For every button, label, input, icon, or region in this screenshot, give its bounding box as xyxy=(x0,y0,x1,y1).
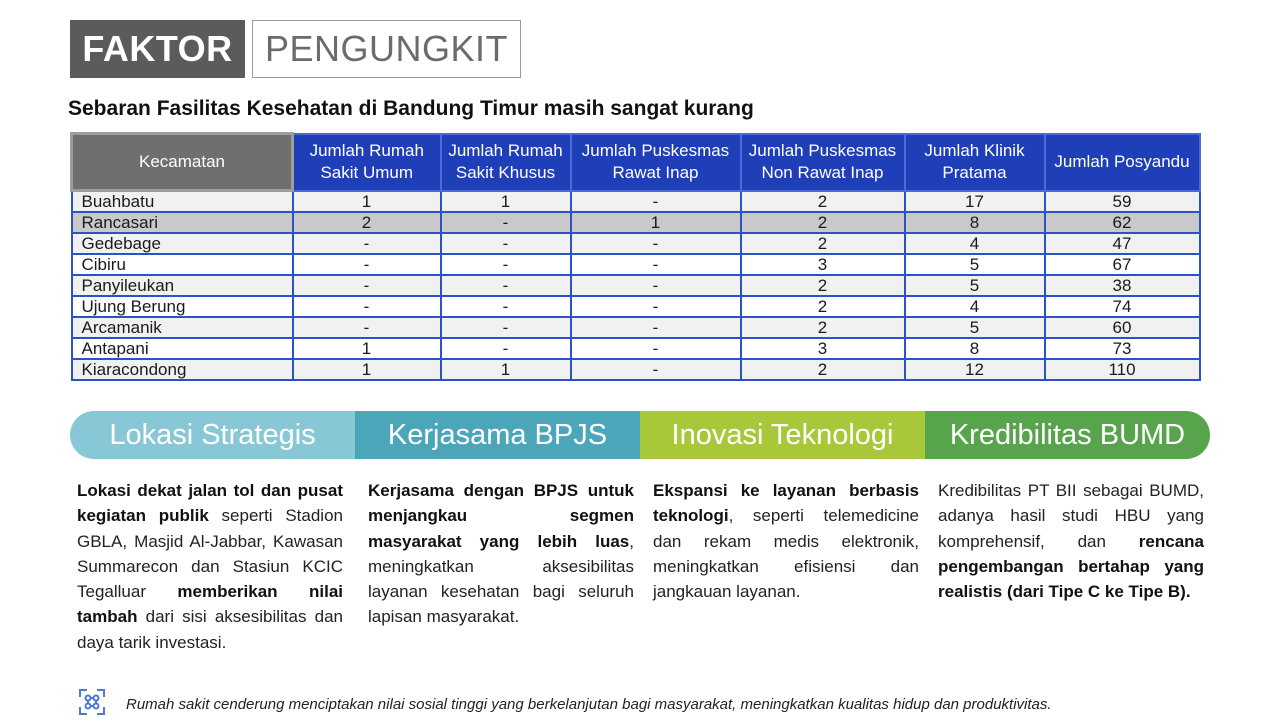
cell: 62 xyxy=(1045,212,1200,233)
cell: 5 xyxy=(905,317,1045,338)
cell: 5 xyxy=(905,275,1045,296)
cell: 74 xyxy=(1045,296,1200,317)
bumd-bold: rencana pengembangan bertahap yang realistis (dari Tipe C ke Tipe B). xyxy=(938,531,1204,602)
header-kecamatan: Kecamatan xyxy=(72,134,293,191)
header-puskesmas-non-rawat-inap: Jumlah Puskesmas Non Rawat Inap xyxy=(741,134,905,191)
cell: 12 xyxy=(905,359,1045,380)
cell: - xyxy=(293,317,441,338)
table-row xyxy=(72,359,1200,380)
title-pengungkit: PENGUNGKIT xyxy=(252,20,521,78)
cell: - xyxy=(571,233,741,254)
cell-kecamatan: Gedebage xyxy=(72,233,293,254)
cell: - xyxy=(441,212,571,233)
bpjs-description xyxy=(368,478,634,630)
cell: 2 xyxy=(741,296,905,317)
cell: - xyxy=(293,254,441,275)
table-row xyxy=(72,233,1200,254)
cell: 38 xyxy=(1045,275,1200,296)
cell-kecamatan: Kiaracondong xyxy=(72,359,293,380)
teknologi-description xyxy=(653,478,919,604)
cell: - xyxy=(441,275,571,296)
cell: 2 xyxy=(741,191,905,213)
cell: 110 xyxy=(1045,359,1200,380)
cell: - xyxy=(571,296,741,317)
cell: - xyxy=(441,296,571,317)
facility-table xyxy=(70,132,1201,381)
cell: 2 xyxy=(741,317,905,338)
bumd-text: Kredibilitas PT BII sebagai BUMD, adanya hasil studi HBU yang komprehensif, dan xyxy=(938,481,1204,551)
footer-note xyxy=(78,688,1052,721)
cell: 3 xyxy=(741,338,905,359)
cell: 73 xyxy=(1045,338,1200,359)
cell: 1 xyxy=(571,212,741,233)
lokasi-text: seperti Stadion GBLA, Masjid Al-Jabbar, Kawasan Summarecon dan Stasiun KCIC Tegalluar xyxy=(77,506,343,602)
pill-kerjasama-bpjs: Kerjasama BPJS xyxy=(355,411,640,459)
bumd-description xyxy=(938,478,1204,604)
cell: - xyxy=(571,317,741,338)
lokasi-text-2: dari sisi aksesibilitas dan daya tarik investasi. xyxy=(77,607,343,652)
table-subtitle: Sebaran Fasilitas Kesehatan di Bandung Timur masih sangat kurang xyxy=(68,97,754,120)
cell: - xyxy=(293,275,441,296)
pill-lokasi-strategis: Lokasi Strategis xyxy=(70,411,355,459)
cell: - xyxy=(293,296,441,317)
cell: 4 xyxy=(905,296,1045,317)
lokasi-description xyxy=(77,478,343,655)
cell: 3 xyxy=(741,254,905,275)
header-klinik-pratama: Jumlah Klinik Pratama xyxy=(905,134,1045,191)
teknologi-text: , seperti telemedicine dan rekam medis elektronik, meningkatkan efisiensi dan jangkauan layanan. xyxy=(653,506,919,602)
table-row xyxy=(72,275,1200,296)
cell: 2 xyxy=(741,359,905,380)
bpjs-bold: Kerjasama dengan BPJS untuk menjangkau segmen masyarakat yang lebih luas xyxy=(368,481,634,551)
header-rs-umum: Jumlah Rumah Sakit Umum xyxy=(293,134,441,191)
cell: 4 xyxy=(905,233,1045,254)
cell-kecamatan: Rancasari xyxy=(72,212,293,233)
cell: - xyxy=(571,359,741,380)
title-faktor: FAKTOR xyxy=(70,20,245,78)
cell-kecamatan: Panyileukan xyxy=(72,275,293,296)
header-puskesmas-rawat-inap: Jumlah Puskesmas Rawat Inap xyxy=(571,134,741,191)
cell: 2 xyxy=(293,212,441,233)
cell: - xyxy=(441,254,571,275)
header-rs-khusus: Jumlah Rumah Sakit Khusus xyxy=(441,134,571,191)
cell: 60 xyxy=(1045,317,1200,338)
cell: 1 xyxy=(293,191,441,213)
cell: - xyxy=(441,233,571,254)
cell: - xyxy=(571,275,741,296)
cell: 8 xyxy=(905,338,1045,359)
cell: 59 xyxy=(1045,191,1200,213)
cell: 2 xyxy=(741,212,905,233)
cell-kecamatan: Cibiru xyxy=(72,254,293,275)
cell: 5 xyxy=(905,254,1045,275)
cell: - xyxy=(571,254,741,275)
cell: 1 xyxy=(293,338,441,359)
cell: - xyxy=(571,191,741,213)
cell: - xyxy=(571,338,741,359)
table-header-row xyxy=(72,134,1200,191)
table-row xyxy=(72,338,1200,359)
footer-text: Rumah sakit cenderung menciptakan nilai sosial tinggi yang berkelanjutan bagi masyarakat, meningkatkan kualitas hidup dan produktivitas. xyxy=(126,696,1052,713)
cell: 17 xyxy=(905,191,1045,213)
table-row xyxy=(72,296,1200,317)
cell: - xyxy=(441,317,571,338)
cell: 47 xyxy=(1045,233,1200,254)
cell: 8 xyxy=(905,212,1045,233)
table-row xyxy=(72,212,1200,233)
cell: - xyxy=(293,233,441,254)
cell: 1 xyxy=(441,191,571,213)
table-row xyxy=(72,317,1200,338)
table-row xyxy=(72,191,1200,213)
cell: 67 xyxy=(1045,254,1200,275)
title-row xyxy=(70,20,521,78)
lokasi-bold-2: memberikan nilai tambah xyxy=(77,582,343,627)
header-posyandu: Jumlah Posyandu xyxy=(1045,134,1200,191)
table-row xyxy=(72,254,1200,275)
teknologi-bold: Ekspansi ke layanan berbasis teknologi xyxy=(653,481,919,526)
lokasi-bold: Lokasi dekat jalan tol dan pusat kegiatan publik xyxy=(77,481,343,526)
cell: 2 xyxy=(741,233,905,254)
cell: - xyxy=(441,338,571,359)
factor-pill-bar xyxy=(70,411,1210,459)
cell-kecamatan: Buahbatu xyxy=(72,191,293,213)
cell-kecamatan: Antapani xyxy=(72,338,293,359)
pill-inovasi-teknologi: Inovasi Teknologi xyxy=(640,411,925,459)
bpjs-text: , meningkatkan aksesibilitas layanan kesehatan bagi seluruh lapisan masyarakat. xyxy=(368,531,634,627)
cell: 2 xyxy=(741,275,905,296)
cell-kecamatan: Ujung Berung xyxy=(72,296,293,317)
network-icon xyxy=(78,688,106,721)
cell-kecamatan: Arcamanik xyxy=(72,317,293,338)
pill-kredibilitas-bumd: Kredibilitas BUMD xyxy=(925,411,1210,459)
cell: 1 xyxy=(293,359,441,380)
cell: 1 xyxy=(441,359,571,380)
